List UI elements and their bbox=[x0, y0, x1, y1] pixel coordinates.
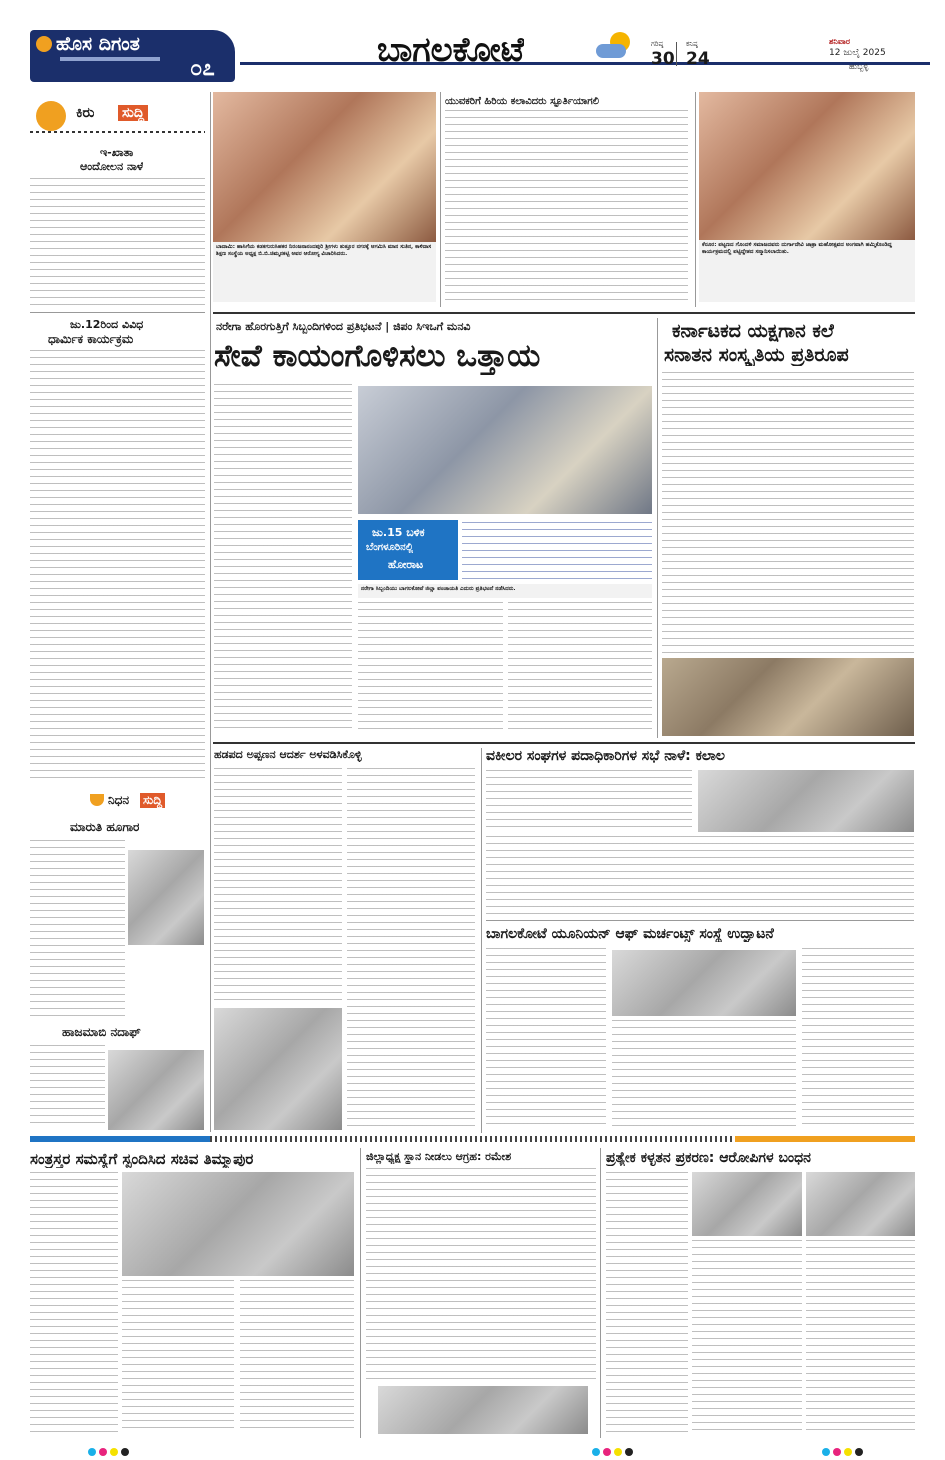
badge-line1: ಜು.15 ಬಳಿಕ bbox=[372, 526, 425, 539]
bottom-right-photo-1 bbox=[692, 1172, 802, 1236]
story1-title: ಇ-ಖಾತಾ bbox=[100, 146, 134, 159]
edition: ಹುಬ್ಬಳ್ಳಿ bbox=[849, 62, 869, 71]
nidhana-label: ನಿಧನ bbox=[108, 793, 130, 807]
registration-marks-center bbox=[592, 1441, 636, 1460]
logo-text: ಹೊಸ ದಿಗಂತ bbox=[56, 33, 140, 55]
top-photo-2-caption: ಕೆರೂರ: ಪಟ್ಟಣದ ಗೊಂದಳಿ ಸಮಾಜದವರು ದುರ್ಗಾದೇವಿ ಜಾತ್ರಾ ಮಹೋತ್ಸವದ ಅಂಗವಾಗಿ ಹಮ್ಮಿಕೊಂಡಿದ್ದ ಕಾರ್ಯಕ್ರಮದಲ್ಲಿ ಪಟ್ಟಿದ್ದೇಶದ ಸನ್ಮಾನಿಸಲಾಯಿತು. bbox=[699, 240, 915, 302]
lead-headline: ಸೇವೆ ಕಾಯಂಗೊಳಿಸಲು ಒತ್ತಾಯ bbox=[214, 338, 541, 374]
person2-name: ಹಾಜಮಾಬಿ ನದಾಫ್ bbox=[62, 1025, 141, 1039]
registration-marks-left bbox=[88, 1441, 132, 1460]
hand-point-icon bbox=[36, 101, 66, 131]
min-label: ಕನಿಷ್ಠ bbox=[686, 40, 698, 48]
min-temp: 24 bbox=[686, 49, 710, 69]
date: 12 ಜುಲೈ 2025 bbox=[829, 48, 886, 58]
feature-headline-1: ಕರ್ನಾಟಕದ ಯಕ್ಷಗಾನ ಕಲೆ bbox=[672, 320, 834, 342]
day: ಶನಿವಾರ bbox=[829, 37, 851, 46]
logo-block bbox=[30, 30, 235, 82]
masthead-rule bbox=[240, 62, 930, 65]
bottom-left-headline: ಸಂತ್ರಸ್ತರ ಸಮಸ್ಯೆಗೆ ಸ್ಪಂದಿಸಿದ ಸಚಿವ ತಿಮ್ಮಾಪುರ bbox=[30, 1150, 254, 1168]
story2-title: ಜು.12ರಿಂದ ವಿವಿಧ bbox=[70, 318, 144, 331]
bottom-mid-photo bbox=[378, 1386, 588, 1434]
temp-divider bbox=[676, 42, 677, 66]
city-title: ಬಾಗಲಕೋಟೆ bbox=[377, 30, 525, 70]
nidhana-header bbox=[30, 790, 205, 812]
top-photo-1-caption: ಬಾದಾಮಿ: ಹಾಸಿಗೆಯ ಕಡಕಗುರುಸಿಹಕರ ನಿರಂಜನಾನಂದಪುರಿ ಶ್ರೀಗಳು ತುತ್ತೂರ ನಗರಕ್ಕೆ ಆಗಮಿಸಿ ಮಾನ ಸುತಿನ, ಕಾಳಿದಾಸ ಶಿಕ್ಷಣ ಸಂಸ್ಥೆಯ ಅಧ್ಯಕ್ಷ ಬಿ.ಬಿ.ಚಿಮ್ಮನಕಟ್ಟಿ ಅವರ ಆರೋಗ್ಯ ವಿಚಾರಿಸಿದರು. bbox=[213, 242, 436, 302]
badge-line3: ಹೋರಾಟ bbox=[388, 558, 424, 571]
person1-photo bbox=[128, 850, 204, 945]
top-photo-2 bbox=[699, 92, 915, 240]
middle-left-headline: ಹಡಪದ ಅಪ್ಪಣನ ಆದರ್ಶ ಅಳವಡಿಸಿಕೊಳ್ಳಿ bbox=[214, 748, 362, 761]
story2-body bbox=[30, 350, 205, 778]
top-story-title: ಯುವಕರಿಗೆ ಹಿರಿಯ ಕಲಾವಿದರು ಸ್ಫೂರ್ತಿಯಾಗಲಿ bbox=[445, 96, 600, 107]
page-number: ೦೭ bbox=[190, 56, 215, 81]
lead-badge bbox=[358, 520, 458, 580]
logo-tagline bbox=[60, 57, 160, 61]
middle-right-photo bbox=[698, 770, 914, 832]
bottom-left-photo bbox=[122, 1172, 354, 1276]
registration-marks-right bbox=[822, 1441, 866, 1460]
lead-photo bbox=[358, 386, 652, 514]
max-label: ಗರಿಷ್ಠ bbox=[651, 40, 664, 48]
story2-title2: ಧಾರ್ಮಿಕ ಕಾರ್ಯಕ್ರಮ bbox=[48, 332, 134, 346]
union-headline: ಬಾಗಲಕೋಟೆ ಯೂನಿಯನ್ ಆಫ್ ಮರ್ಚಂಟ್ಸ್ ಸಂಸ್ಥೆ ಉದ್ಘಾಟನೆ bbox=[486, 926, 774, 942]
story1-title2: ಆಂದೋಲನ ನಾಳೆ bbox=[80, 160, 144, 173]
bottom-right-headline: ಪ್ರತ್ಯೇಕ ಕಳ್ಳತನ ಪ್ರಕರಣ: ಆರೋಪಿಗಳ ಬಂಧನ bbox=[606, 1150, 811, 1166]
kirusuddi-label2: ಸುದ್ದಿ bbox=[118, 105, 148, 121]
bottom-right-photo-2 bbox=[806, 1172, 915, 1236]
person2-photo bbox=[108, 1050, 204, 1130]
masthead bbox=[0, 0, 945, 88]
middle-right-headline: ವಕೀಲರ ಸಂಘಗಳ ಪದಾಧಿಕಾರಿಗಳ ಸಭೆ ನಾಳೆ: ಕಲಾಲ bbox=[486, 748, 725, 764]
kirusuddi-header bbox=[30, 97, 205, 137]
story1-body bbox=[30, 178, 205, 308]
nidhana-label2: ಸುದ್ದಿ bbox=[140, 793, 165, 808]
middle-left-photo bbox=[214, 1008, 342, 1130]
oil-lamp-icon bbox=[90, 794, 104, 806]
kirusuddi-label: ಕಿರು bbox=[76, 105, 95, 121]
max-temp: 30 bbox=[651, 49, 675, 69]
feature-headline-2: ಸನಾತನ ಸಂಸ್ಕೃತಿಯ ಪ್ರತಿರೂಪ bbox=[664, 344, 849, 366]
feature-photo bbox=[662, 658, 914, 736]
lead-kicker: ನರೇಗಾ ಹೊರಗುತ್ತಿಗೆ ಸಿಬ್ಬಂದಿಗಳಿಂದ ಪ್ರತಿಭಟನೆ | ಜಿಪಂ ಸಿಇಒಗೆ ಮನವಿ bbox=[216, 320, 471, 333]
top-photo-1 bbox=[213, 92, 436, 242]
badge-line2: ಬೆಂಗಳೂರಿನಲ್ಲಿ bbox=[366, 542, 414, 553]
union-photo bbox=[612, 950, 796, 1016]
lead-photo-caption: ನರೇಗಾ ಸಿಬ್ಬಂದಿಯು ಬಾಗಲಕೋಟೆ ಜಿಲ್ಲಾ ಪಂಚಾಯತಿ ಎದುರು ಪ್ರತಿಭಟನೆ ನಡೆಸಿದರು. bbox=[358, 584, 652, 598]
lamp-icon bbox=[36, 36, 52, 52]
bottom-mid-headline: ಜಿಲ್ಲಾಧ್ಯಕ್ಷ ಸ್ಥಾನ ನೀಡಲು ಆಗ್ರಹ: ರಮೇಶ bbox=[366, 1150, 512, 1163]
person1-name: ಮಾರುತಿ ಹೂಗಾರ bbox=[70, 820, 140, 834]
weather-sun-cloud-icon bbox=[596, 32, 636, 62]
